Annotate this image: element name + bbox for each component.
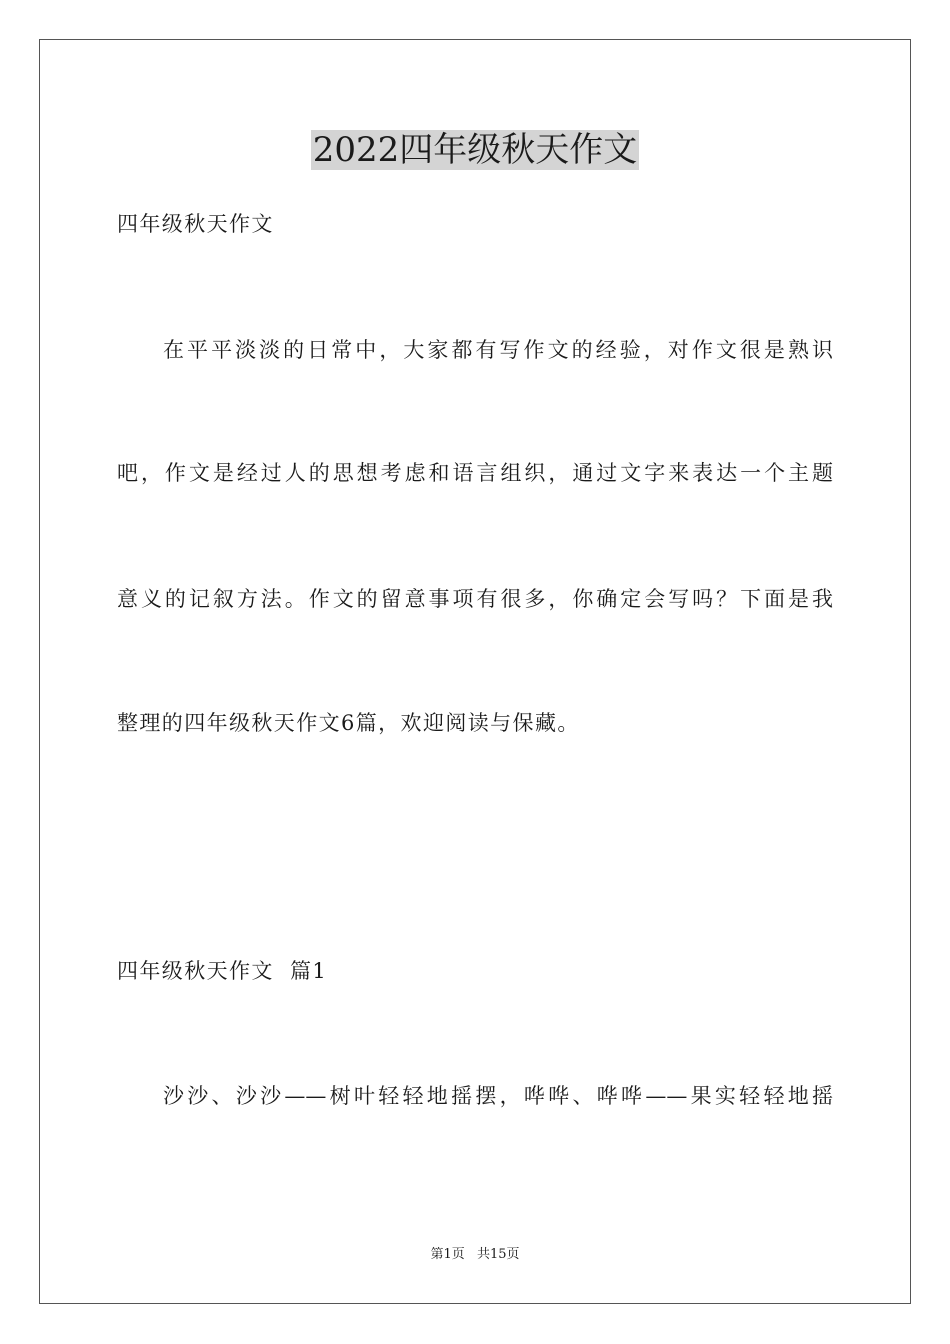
intro-line-4: 整理的四年级秋天作文6篇，欢迎阅读与保藏。 bbox=[117, 711, 580, 735]
page-footer bbox=[0, 1245, 950, 1265]
intro-line-1: 在平平淡淡的日常中，大家都有写作文的经验，对作文很是熟识 bbox=[163, 338, 833, 362]
section-heading: 四年级秋天作文 篇1 bbox=[117, 959, 328, 983]
page-total: 共15页 bbox=[476, 1247, 520, 1262]
document-title bbox=[0, 126, 950, 174]
intro-line-3: 意义的记叙方法。作文的留意事项有很多，你确定会写吗？下面是我 bbox=[117, 587, 833, 611]
section-first-line: 沙沙、沙沙——树叶轻轻地摇摆，哗哗、哗哗——果实轻轻地摇 bbox=[163, 1084, 833, 1108]
page-number: 第1页 bbox=[430, 1247, 465, 1262]
document-subtitle: 四年级秋天作文 bbox=[117, 212, 274, 236]
intro-line-2: 吧，作文是经过人的思想考虑和语言组织，通过文字来表达一个主题 bbox=[117, 461, 833, 485]
document-title-text: 2022四年级秋天作文 bbox=[312, 130, 638, 170]
